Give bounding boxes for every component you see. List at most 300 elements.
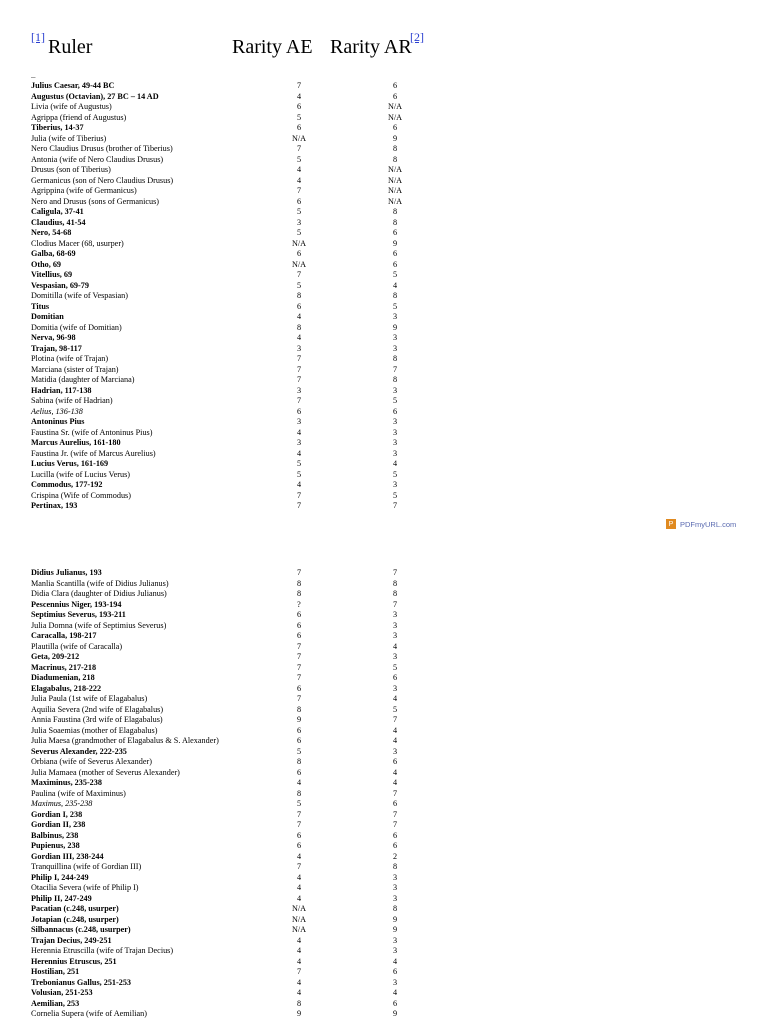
table-row: [31, 417, 445, 428]
rarity-ae-cell: 7: [296, 144, 302, 153]
rarity-ar-cell: 3: [392, 480, 398, 489]
rarity-ae-cell: 4: [296, 893, 302, 903]
rarity-ar-cell: 5: [392, 704, 398, 714]
table-row: [31, 186, 445, 197]
rarity-ae-cell: 6: [296, 620, 302, 630]
ruler-name-cell: Silbannacus (c.248, usurper): [31, 925, 131, 934]
table-row: [31, 239, 445, 250]
ruler-name-cell: Didius Julianus, 193: [31, 568, 102, 577]
rarity-ae-cell: 5: [296, 469, 302, 479]
rarity-ar-cell: 5: [392, 490, 398, 500]
ruler-name-cell: Paulina (wife of Maximinus): [31, 788, 126, 798]
ruler-name-cell: Maximinus, 235-238: [31, 778, 102, 787]
rarity-ae-cell: 6: [296, 406, 302, 416]
table-row: [31, 333, 445, 344]
ruler-name-cell: Tranquillina (wife of Gordian III): [31, 862, 142, 871]
ruler-name-cell: Faustina Jr. (wife of Marcus Aurelius): [31, 448, 156, 458]
table-row: [31, 852, 445, 863]
rarity-ar-cell: 9: [392, 133, 398, 143]
rarity-ar-cell: 3: [392, 427, 398, 437]
ruler-name-cell: Antoninus Pius: [31, 417, 85, 426]
ruler-name-cell: Pertinax, 193: [31, 501, 78, 510]
rarity-ae-cell: 6: [296, 249, 302, 258]
rarity-ar-cell: 3: [392, 746, 398, 756]
rarity-ae-cell: 4: [296, 851, 302, 861]
table-row: [31, 978, 445, 989]
rarity-ae-cell: 7: [296, 568, 302, 577]
rarity-ar-cell: 3: [392, 448, 398, 458]
table-row: [31, 862, 445, 873]
rarity-table-page-2: [31, 568, 445, 1020]
rarity-ae-cell: 5: [296, 112, 302, 122]
table-row: [31, 652, 445, 663]
rarity-ar-cell: 5: [392, 270, 398, 279]
ruler-name-cell: Caracalla, 198-217: [31, 631, 97, 640]
rarity-ar-cell: 3: [392, 343, 398, 353]
table-row: [31, 165, 445, 176]
rarity-ae-cell: 7: [296, 673, 302, 682]
ruler-name-cell: Hostilian, 251: [31, 967, 80, 976]
rarity-ae-cell: 8: [296, 291, 302, 300]
rarity-ae-cell: 4: [296, 175, 302, 185]
table-row: [31, 936, 445, 947]
rarity-table-page-1: [31, 81, 445, 512]
rarity-ae-cell: 6: [296, 683, 302, 693]
rarity-ae-cell: 8: [296, 704, 302, 714]
ruler-name-cell: Otacilia Severa (wife of Philip I): [31, 883, 139, 892]
ruler-name-cell: Titus: [31, 301, 50, 311]
rarity-ae-cell: 4: [296, 333, 302, 342]
ruler-name-cell: Trebonianus Gallus, 251-253: [31, 977, 132, 987]
table-row: [31, 260, 445, 271]
rarity-ar-cell: 3: [392, 610, 398, 619]
rarity-ae-cell: 9: [296, 1009, 302, 1018]
table-row: [31, 715, 445, 726]
ruler-name-cell: Crispina (Wife of Commodus): [31, 490, 131, 500]
ruler-name-cell: Livia (wife of Augustus): [31, 102, 112, 111]
rarity-ar-cell: 6: [392, 799, 398, 808]
rarity-ar-cell: 4: [392, 767, 398, 777]
rarity-ae-cell: 4: [296, 988, 302, 997]
table-row: [31, 470, 445, 481]
rarity-ar-cell: 8: [392, 291, 398, 300]
rarity-ae-cell: 9: [296, 715, 302, 724]
table-row: [31, 799, 445, 810]
rarity-ae-cell: 5: [296, 459, 302, 468]
rarity-ar-cell: 3: [392, 946, 398, 955]
table-row: [31, 831, 445, 842]
rarity-ae-cell: 7: [296, 820, 302, 829]
table-row: [31, 207, 445, 218]
ruler-name-cell: Domitilla (wife of Vespasian): [31, 291, 128, 300]
table-row: [31, 449, 445, 460]
ruler-name-cell: Vespasian, 69-79: [31, 280, 89, 290]
rarity-ae-cell: 3: [296, 438, 302, 447]
table-row: [31, 438, 445, 449]
rarity-ar-cell: N/A: [387, 102, 403, 111]
table-row: [31, 663, 445, 674]
rarity-ar-cell: 3: [392, 631, 398, 640]
ruler-name-cell: Agrippa (friend of Augustus): [31, 112, 127, 122]
rarity-ar-cell: 4: [392, 694, 398, 703]
rarity-ae-cell: 4: [296, 872, 302, 882]
rarity-ar-cell: 3: [392, 333, 398, 342]
rarity-ae-cell: 6: [296, 631, 302, 640]
rarity-ae-cell: 5: [296, 154, 302, 164]
rarity-ar-cell: 6: [392, 757, 398, 766]
ruler-name-cell: Augustus (Octavian), 27 BC – 14 AD: [31, 91, 159, 101]
ruler-name-cell: Jotapian (c.248, usurper): [31, 914, 119, 924]
rarity-ae-cell: 7: [296, 662, 302, 672]
rarity-ae-cell: 8: [296, 788, 302, 798]
rarity-ae-cell: 5: [296, 207, 302, 216]
table-row: [31, 249, 445, 260]
table-row: [31, 999, 445, 1010]
ruler-name-cell: Clodius Macer (68, usurper): [31, 238, 124, 248]
ruler-name-cell: Pescennius Niger, 193-194: [31, 599, 122, 609]
rarity-ae-cell: 7: [296, 396, 302, 405]
table-row: [31, 1009, 445, 1020]
ruler-name-cell: Herennius Etruscus, 251: [31, 956, 117, 966]
table-row: [31, 642, 445, 653]
table-row: [31, 589, 445, 600]
ruler-name-cell: Lucius Verus, 161-169: [31, 459, 109, 468]
rarity-ar-cell: 3: [392, 883, 398, 892]
ruler-name-cell: Elagabalus, 218-222: [31, 683, 102, 693]
table-row: [31, 92, 445, 103]
rarity-ar-cell: 6: [392, 259, 398, 269]
rarity-ar-cell: 6: [392, 406, 398, 416]
rarity-ae-cell: 6: [296, 736, 302, 745]
rarity-ae-cell: 6: [296, 725, 302, 735]
ruler-name-cell: Philip II, 247-249: [31, 893, 92, 903]
rarity-ar-cell: 4: [392, 988, 398, 997]
ruler-name-cell: Drusus (son of Tiberius): [31, 165, 111, 174]
rarity-ar-cell: 6: [392, 673, 398, 682]
rarity-ae-cell: 4: [296, 480, 302, 489]
rarity-ae-cell: 7: [296, 186, 302, 195]
rarity-ar-cell: 3: [392, 417, 398, 426]
rarity-ae-cell: 3: [296, 217, 302, 227]
rarity-ae-cell: 4: [296, 883, 302, 892]
rarity-ae-cell: N/A: [291, 238, 307, 248]
ruler-name-cell: Aquilia Severa (2nd wife of Elagabalus): [31, 704, 164, 714]
rarity-ar-cell: 3: [392, 438, 398, 447]
rarity-ae-cell: 7: [296, 694, 302, 703]
table-row: [31, 323, 445, 334]
ruler-name-cell: Plautilla (wife of Caracalla): [31, 641, 123, 651]
table-row: [31, 281, 445, 292]
rarity-ar-cell: 9: [392, 238, 398, 248]
table-row: [31, 747, 445, 758]
ruler-name-cell: Maximus, 235-238: [31, 799, 93, 808]
rarity-ae-cell: 5: [296, 799, 302, 808]
ruler-name-cell: Macrinus, 217-218: [31, 662, 97, 672]
ruler-name-cell: Severus Alexander, 222-235: [31, 746, 127, 756]
table-row: [31, 365, 445, 376]
ruler-name-cell: Nero and Drusus (sons of Germanicus): [31, 196, 160, 206]
rarity-ae-cell: 5: [296, 280, 302, 290]
rarity-ae-cell: 7: [296, 354, 302, 363]
ruler-name-cell: Commodus, 177-192: [31, 480, 103, 489]
rarity-ae-cell: N/A: [291, 914, 307, 924]
table-row: [31, 873, 445, 884]
table-row: [31, 778, 445, 789]
rarity-ae-cell: 8: [296, 757, 302, 766]
rarity-ae-cell: 5: [296, 746, 302, 756]
table-row: [31, 218, 445, 229]
ruler-name-cell: Trajan Decius, 249-251: [31, 935, 112, 945]
rarity-ar-cell: N/A: [387, 196, 403, 206]
rarity-ae-cell: 5: [296, 228, 302, 237]
ruler-name-cell: Otho, 69: [31, 259, 62, 269]
column-header-rarity-ar: Rarity AR: [330, 36, 412, 58]
ruler-name-cell: Nerva, 96-98: [31, 333, 76, 342]
footnote-link-2[interactable]: [2]: [410, 30, 424, 44]
ruler-name-cell: Gordian III, 238-244: [31, 851, 104, 861]
rarity-ar-cell: 3: [392, 872, 398, 882]
ruler-name-cell: Septimius Severus, 193-211: [31, 610, 126, 619]
table-row: [31, 694, 445, 705]
table-row: [31, 820, 445, 831]
table-row: [31, 144, 445, 155]
rarity-ar-cell: 8: [392, 904, 398, 913]
table-row: [31, 375, 445, 386]
ruler-name-cell: Tiberius, 14-37: [31, 123, 84, 132]
rarity-ae-cell: 7: [296, 364, 302, 374]
table-row: [31, 396, 445, 407]
table-row: [31, 344, 445, 355]
rarity-ar-cell: 8: [392, 144, 398, 153]
rarity-ae-cell: 6: [296, 102, 302, 111]
pdfmyurl-link[interactable]: PDFmyURL.com: [680, 519, 737, 529]
rarity-ae-cell: 7: [296, 862, 302, 871]
rarity-ae-cell: 8: [296, 589, 302, 598]
ruler-name-cell: Nero, 54-68: [31, 228, 72, 237]
rarity-ar-cell: 3: [392, 683, 398, 693]
ruler-name-cell: Domitian: [31, 312, 64, 321]
pdf-icon: P: [666, 519, 676, 529]
ruler-name-cell: Marcus Aurelius, 161-180: [31, 438, 121, 447]
ruler-name-cell: Diadumenian, 218: [31, 673, 95, 682]
table-row: [31, 568, 445, 579]
ruler-name-cell: Julia Soaemias (mother of Elagabalus): [31, 725, 158, 735]
rarity-ae-cell: 4: [296, 956, 302, 966]
table-row: [31, 579, 445, 590]
footnote-link-1[interactable]: [1]: [31, 30, 45, 44]
ruler-name-cell: Vitellius, 69: [31, 270, 73, 279]
rarity-ae-cell: 7: [296, 490, 302, 500]
rarity-ar-cell: 8: [392, 375, 398, 384]
ruler-name-cell: Julia Mamaea (mother of Severus Alexander): [31, 767, 180, 777]
rarity-ar-cell: 7: [392, 599, 398, 609]
rarity-ar-cell: 9: [392, 925, 398, 934]
rarity-ae-cell: N/A: [291, 133, 307, 143]
ruler-name-cell: Caligula, 37-41: [31, 207, 84, 216]
ruler-name-cell: Antonia (wife of Nero Claudius Drusus): [31, 154, 164, 164]
ruler-name-cell: Aelius, 136-138: [31, 406, 83, 416]
rarity-ae-cell: ?: [297, 599, 301, 609]
table-row: [31, 757, 445, 768]
rarity-ae-cell: N/A: [291, 259, 307, 269]
table-row: [31, 428, 445, 439]
table-row: [31, 957, 445, 968]
table-row: [31, 673, 445, 684]
rarity-ae-cell: 4: [296, 946, 302, 955]
rarity-ae-cell: N/A: [291, 925, 307, 934]
pdfmyurl-badge[interactable]: [666, 519, 736, 529]
rarity-ae-cell: 7: [296, 375, 302, 384]
ruler-name-cell: Volusian, 251-253: [31, 988, 93, 997]
ruler-name-cell: Domitia (wife of Domitian): [31, 322, 122, 332]
ruler-name-cell: Julia Domna (wife of Septimius Severus): [31, 620, 167, 630]
column-header-ruler: Ruler: [48, 36, 93, 58]
rarity-ar-cell: 6: [392, 967, 398, 976]
rarity-ar-cell: 3: [392, 652, 398, 661]
rarity-ae-cell: 4: [296, 165, 302, 174]
table-row: [31, 354, 445, 365]
rarity-ar-cell: 3: [392, 977, 398, 987]
rarity-ar-cell: 7: [392, 788, 398, 798]
rarity-ar-cell: 8: [392, 354, 398, 363]
table-row: [31, 600, 445, 611]
rarity-ae-cell: 7: [296, 81, 302, 90]
rarity-ae-cell: 7: [296, 967, 302, 976]
ruler-name-cell: Trajan, 98-117: [31, 343, 82, 353]
table-row: [31, 407, 445, 418]
rarity-ar-cell: 6: [392, 249, 398, 258]
ruler-name-cell: Pupienus, 238: [31, 841, 80, 850]
table-row: [31, 480, 445, 491]
rarity-ae-cell: 6: [296, 841, 302, 850]
table-row: [31, 270, 445, 281]
rarity-ae-cell: 4: [296, 312, 302, 321]
anchor-marker: _: [31, 68, 36, 78]
rarity-ar-cell: 4: [392, 778, 398, 787]
rarity-ae-cell: 7: [296, 809, 302, 819]
rarity-ar-cell: 6: [392, 91, 398, 101]
table-row: [31, 726, 445, 737]
table-row: [31, 102, 445, 113]
rarity-ae-cell: 3: [296, 385, 302, 395]
table-row: [31, 768, 445, 779]
rarity-ar-cell: 8: [392, 862, 398, 871]
ruler-name-cell: Matidia (daughter of Marciana): [31, 375, 135, 384]
table-row: [31, 946, 445, 957]
ruler-name-cell: Julia Paula (1st wife of Elagabalus): [31, 694, 148, 703]
ruler-name-cell: Gordian I, 238: [31, 809, 83, 819]
table-row: [31, 155, 445, 166]
rarity-ar-cell: N/A: [387, 165, 403, 174]
rarity-ar-cell: 7: [392, 715, 398, 724]
rarity-ar-cell: 7: [392, 501, 398, 510]
table-row: [31, 459, 445, 470]
ruler-name-cell: Aemilian, 253: [31, 998, 80, 1008]
table-row: [31, 291, 445, 302]
ruler-name-cell: Galba, 68-69: [31, 249, 76, 258]
rarity-ar-cell: 5: [392, 662, 398, 672]
rarity-ar-cell: 7: [392, 809, 398, 819]
rarity-ar-cell: 5: [392, 396, 398, 405]
table-row: [31, 894, 445, 905]
rarity-ar-cell: 4: [392, 280, 398, 290]
rarity-ar-cell: 3: [392, 893, 398, 903]
rarity-ae-cell: 3: [296, 343, 302, 353]
table-row: [31, 621, 445, 632]
rarity-ar-cell: N/A: [387, 112, 403, 122]
rarity-ae-cell: 8: [296, 322, 302, 332]
rarity-ar-cell: 3: [392, 620, 398, 630]
rarity-ar-cell: 4: [392, 956, 398, 966]
table-row: [31, 386, 445, 397]
rarity-ar-cell: 3: [392, 312, 398, 321]
rarity-ar-cell: 4: [392, 736, 398, 745]
rarity-ae-cell: 6: [296, 610, 302, 619]
rarity-ar-cell: 9: [392, 322, 398, 332]
table-row: [31, 904, 445, 915]
ruler-name-cell: Manlia Scantilla (wife of Didius Julianus): [31, 578, 169, 588]
table-row: [31, 176, 445, 187]
table-row: [31, 302, 445, 313]
ruler-name-cell: Geta, 209-212: [31, 652, 80, 661]
ruler-name-cell: Cornelia Supera (wife of Aemilian): [31, 1009, 147, 1018]
table-row: [31, 312, 445, 323]
rarity-ar-cell: 6: [392, 81, 398, 90]
rarity-ae-cell: 4: [296, 448, 302, 458]
rarity-ae-cell: 3: [296, 417, 302, 426]
column-header-rarity-ae: Rarity AE: [232, 36, 313, 58]
rarity-ae-cell: 8: [296, 578, 302, 588]
table-header: [31, 30, 451, 64]
rarity-ar-cell: 8: [392, 207, 398, 216]
rarity-ar-cell: 8: [392, 589, 398, 598]
rarity-ar-cell: 8: [392, 154, 398, 164]
table-row: [31, 81, 445, 92]
table-row: [31, 610, 445, 621]
rarity-ar-cell: 6: [392, 228, 398, 237]
rarity-ae-cell: 7: [296, 501, 302, 510]
table-row: [31, 113, 445, 124]
ruler-name-cell: Julius Caesar, 49-44 BC: [31, 81, 115, 90]
table-row: [31, 684, 445, 695]
ruler-name-cell: Claudius, 41-54: [31, 217, 86, 227]
table-row: [31, 134, 445, 145]
ruler-name-cell: Didia Clara (daughter of Didius Julianus): [31, 589, 167, 598]
ruler-name-cell: Gordian II, 238: [31, 820, 86, 829]
rarity-ae-cell: 6: [296, 830, 302, 840]
rarity-ar-cell: 9: [392, 914, 398, 924]
rarity-ar-cell: 4: [392, 641, 398, 651]
ruler-name-cell: Herennia Etruscilla (wife of Trajan Decius): [31, 946, 174, 955]
ruler-name-cell: Philip I, 244-249: [31, 872, 89, 882]
ruler-name-cell: Julia (wife of Tiberius): [31, 133, 107, 143]
ruler-name-cell: Hadrian, 117-138: [31, 385, 92, 395]
table-row: [31, 705, 445, 716]
table-row: [31, 631, 445, 642]
rarity-ae-cell: 4: [296, 427, 302, 437]
ruler-name-cell: Marciana (sister of Trajan): [31, 364, 119, 374]
table-row: [31, 789, 445, 800]
ruler-name-cell: Annia Faustina (3rd wife of Elagabalus): [31, 715, 163, 724]
table-row: [31, 501, 445, 512]
rarity-ae-cell: 6: [296, 301, 302, 311]
rarity-ar-cell: 3: [392, 935, 398, 945]
rarity-ar-cell: 9: [392, 1009, 398, 1018]
ruler-name-cell: Plotina (wife of Trajan): [31, 354, 109, 363]
rarity-ae-cell: 6: [296, 196, 302, 206]
rarity-ar-cell: 6: [392, 123, 398, 132]
rarity-ar-cell: 2: [392, 851, 398, 861]
